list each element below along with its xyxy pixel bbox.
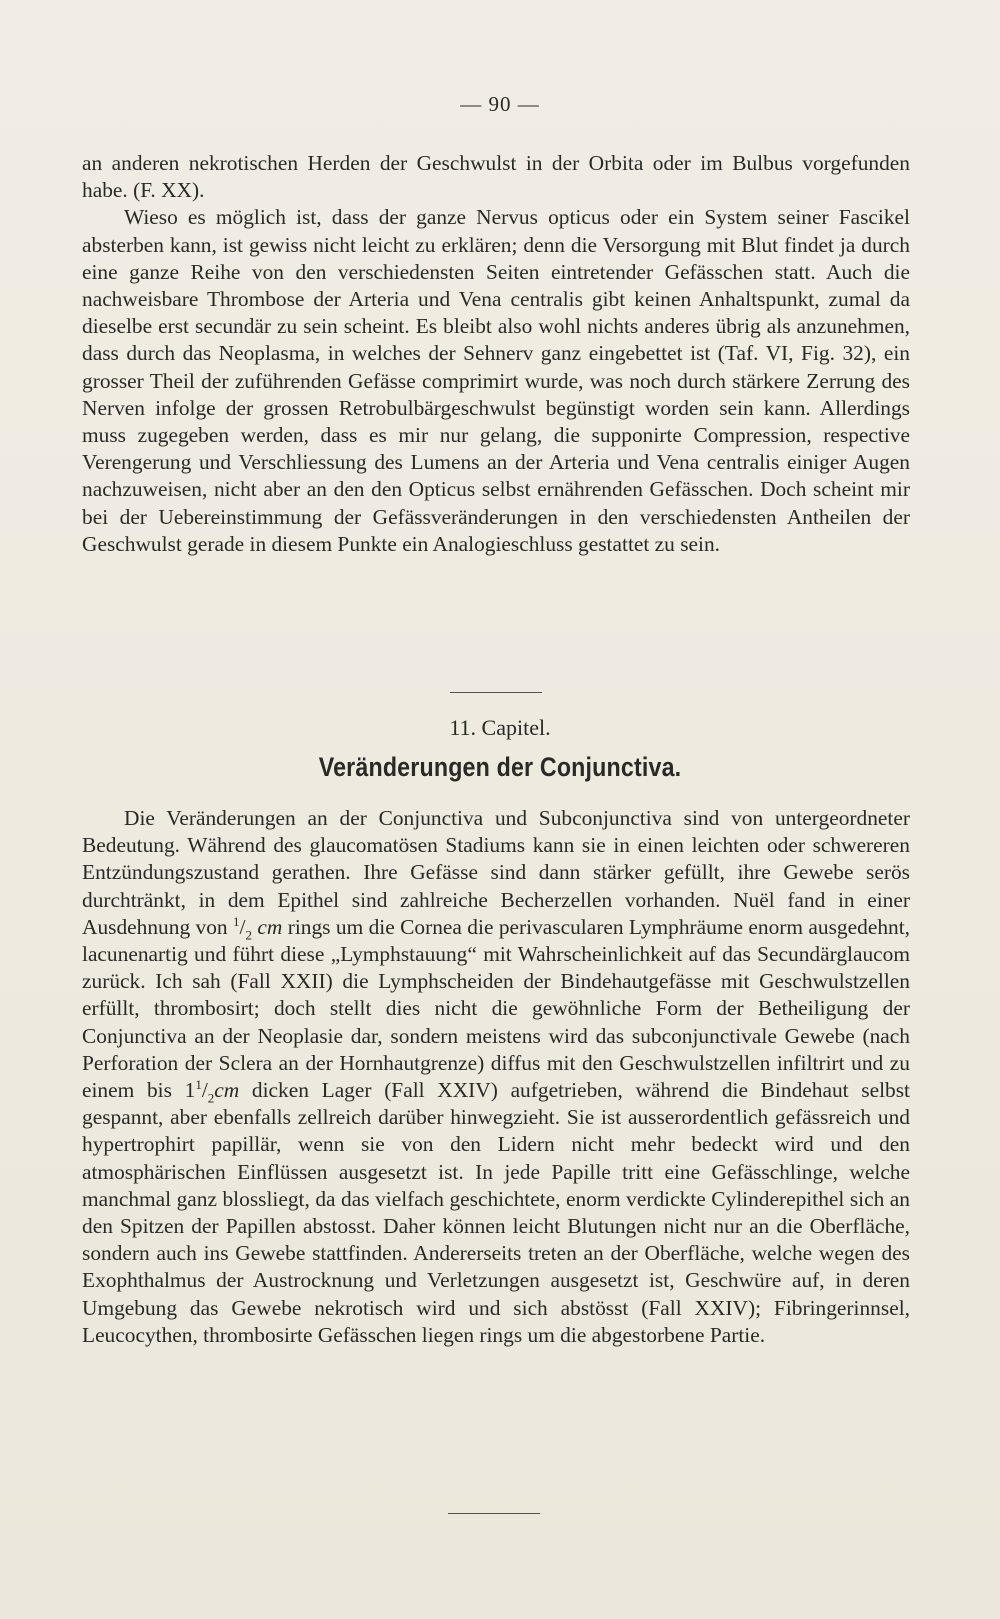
fraction-numerator: 1 bbox=[233, 913, 240, 929]
fraction-denominator: 2 bbox=[245, 927, 252, 943]
section-divider bbox=[450, 692, 542, 693]
page-number: — 90 — bbox=[460, 92, 540, 116]
paragraph: Die Veränderungen an der Conjunctiva und Subconjunctiva sind von untergeordneter Bedeutung. Während des glaucomatösen Stadiums kann sie in einen leichten oder schwereren Entzündungszustand gerathen. Ihre Gefässe sind dann stärker gefüllt, ihre Gewebe serös durchtränkt, in dem Epithel sind zahlreiche Becherzellen vorhanden. Nuël fand in einer Ausdehnung von $^1/_2$ cm rings um die Cornea die perivascularen Lymphräume enorm ausgedehnt, lacunenartig und führt diese „Lymphstauung“ mit Wahrscheinlichkeit auf das Secundärglaucom zurück. Ich sah (Fall XXII) die Lymphscheiden der Bindehautgefässe mit Geschwulstzellen erfüllt, thrombosirt; doch stellt dies nicht die gewöhnliche Form der Betheiligung der Conjunctiva an der Neoplasie dar, sondern meistens wird das subconjunctivale Gewebe (nach Perforation der Sclera an der Hornhautgrenze) diffus mit den Geschwulstzellen infiltrirt und zu einem bis $1^1/_2cm$ dicken Lager (Fall XXIV) aufgetrieben, während die Bindehaut selbst gespannt, aber ebenfalls zellreich darüber hinwegzieht. Sie ist ausserordentlich gefässreich und hypertrophirt papillär, wenn sie von den Lidern nicht mehr bedeckt wird und den atmosphärischen Einflüssen ausgesetzt ist. In jede Papille tritt eine Gefässchlinge, welche manchmal ganz blossliegt, da das vielfach geschichtete, enorm verdickte Cylinderepithel sich an den Spitzen der Papillen abstosst. Daher können leicht Blutungen nicht nur an die Oberfläche, sondern auch ins Gewebe stattfinden. Andererseits treten an der Oberfläche, welche wegen des Exophthalmus der Austrocknung und Verletzungen ausgesetzt ist, Geschwüre auf, in deren Umgebung das Gewebe nekrotisch wird und sich abstösst (Fall XXIV); Fibringerinnsel, Leucocythen, thrombosirte Gefässchen liegen rings um die abgestorbene Partie. bbox=[82, 806, 910, 1347]
text-run: rings um die Cornea die perivascularen Lymphräume enorm ausgedehnt, lacunenartig und führt diese „Lymphstauung“ mit Wahrscheinlichkeit auf das Secundärglaucom zurück. Ich sah (Fall XXII) die Lymphscheiden der Bindehautgefässe mit Geschwulstzellen erfüllt, thrombosirt; doch stellt dies nicht die gewöhnliche Form der Betheiligung der Conjunctiva an der Neoplasie dar, sondern meistens wird das subconjunctivale Gewebe (nach Perforation der Sclera an der Hornhautgrenze) diffus mit den Geschwulstzellen infiltrirt und zu einem bis 1 bbox=[82, 914, 910, 1103]
unit-cm: cm bbox=[214, 1078, 240, 1103]
text-run: Die Veränderungen an der Conjunctiva und Subconjunctiva sind von untergeordneter Bedeutung. Während des glaucomatösen Stadiums kann sie in einen leichten oder schwereren Entzündungszustand gerathen. Ihre Gefässe sind dann stärker gefüllt, ihre Gewebe serös durchtränkt, in dem Epithel sind zahlreiche Becherzellen vorhanden. Nuël fand in einer Ausdehnung von bbox=[82, 806, 910, 939]
text-block-top bbox=[82, 150, 910, 558]
text-run: dicken Lager (Fall XXIV) aufgetrieben, während die Bindehaut selbst gespannt, aber ebenfalls zellreich darüber hinwegzieht. Sie ist ausserordentlich gefässreich und hypertrophirt papillär, wenn sie von den Lidern nicht mehr bedeckt wird und den atmosphärischen Einflüssen ausgesetzt ist. In jede Papille tritt eine Gefässchlinge, welche manchmal ganz blossliegt, da das vielfach geschichtete, enorm verdickte Cylinderepithel sich an den Spitzen der Papillen abstosst. Daher können leicht Blutungen nicht nur an die Oberfläche, sondern auch ins Gewebe stattfinden. Andererseits treten an der Oberfläche, welche wegen des Exophthalmus der Austrocknung und Verletzungen ausgesetzt ist, Geschwüre auf, in deren Umgebung das Gewebe nekrotisch wird und sich abstösst (Fall XXIV); Fibringerinnsel, Leucocythen, thrombosirte Gefässchen liegen rings um die abgestorbene Partie. bbox=[82, 1078, 910, 1347]
chapter-number: 11. Capitel. bbox=[449, 715, 551, 740]
fraction-denominator: 2 bbox=[207, 1090, 215, 1106]
paragraph: Wieso es möglich ist, dass der ganze Nervus opticus oder ein System seiner Fascikel absterben kann, ist gewiss nicht leicht zu erklären; denn die Versorgung mit Blut findet ja durch eine ganze Reihe von den verschiedensten Seiten eintretender Gefässchen statt. Auch die nachweisbare Thrombose der Arteria und Vena centralis gibt keinen Anhaltspunkt, zumal da dieselbe erst secundär zu sein scheint. Es bleibt also wohl nichts anderes übrig als anzunehmen, dass durch das Neoplasma, in welches der Sehnerv ganz eingebettet ist (Taf. VI, Fig. 32), ein grosser Theil der zuführenden Gefässe comprimirt wurde, was noch durch stärkere Zerrung des Nerven infolge der grossen Retrobulbärgeschwulst begünstigt worden sein kann. Allerdings muss zugegeben werden, dass es mir nur gelang, die supponirte Compression, respective Verengerung und Verschliessung des Lumens an der Arteria und Vena centralis einiger Augen nachzuweisen, nicht aber an den den Opticus selbst ernährenden Gefässchen. Doch scheint mir bei der Uebereinstimmung der Gefässveränderungen in den verschiedensten Antheilen der Geschwulst gerade in diesem Punkte ein Analogieschluss gestattet zu sein. bbox=[82, 205, 910, 556]
section-divider bbox=[448, 1513, 540, 1514]
text-block-chapter bbox=[82, 805, 910, 1349]
unit-cm: cm bbox=[251, 914, 283, 939]
paragraph: an anderen nekrotischen Herden der Geschwulst in der Orbita oder im Bulbus vorgefunden habe. (F. XX). bbox=[82, 151, 910, 203]
fraction-numerator: 1 bbox=[195, 1076, 202, 1092]
chapter-title: Veränderungen der Conjunctiva. bbox=[318, 752, 682, 782]
